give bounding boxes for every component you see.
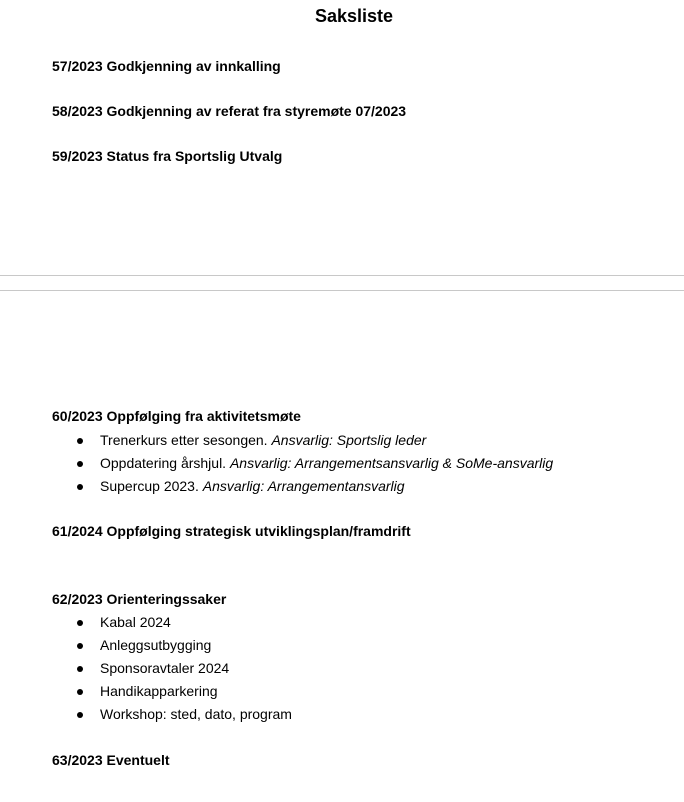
bullet-icon: [77, 712, 83, 718]
bullet-responsible: Ansvarlig: Sportslig leder: [271, 432, 427, 448]
document-title: Saksliste: [314, 6, 394, 26]
agenda-item-57-heading: 57/2023 Godkjenning av innkalling: [52, 58, 281, 74]
bullet-icon: [77, 484, 83, 490]
list-item: [52, 475, 553, 498]
agenda-item-63-heading: 63/2023 Eventuelt: [52, 752, 170, 768]
bullet-text: Handikapparkering: [100, 683, 218, 699]
agenda-item-59-heading: 59/2023 Status fra Sportslig Utvalg: [52, 148, 283, 164]
list-item: [52, 657, 292, 680]
page-top-edge: [0, 290, 684, 291]
bullet-responsible: Ansvarlig: Arrangementsansvarlig & SoMe-ansvarlig: [229, 455, 554, 471]
list-item: [52, 452, 553, 475]
bullet-text: Workshop: sted, dato, program: [100, 706, 292, 722]
bullet-text: Oppdatering årshjul.: [100, 455, 230, 471]
bullet-responsible: Ansvarlig: Arrangementansvarlig: [202, 478, 405, 494]
agenda-item-62-bullets: [52, 611, 292, 726]
bullet-text: Supercup 2023.: [100, 478, 203, 494]
bullet-text: Trenerkurs etter sesongen.: [100, 432, 272, 448]
list-item: [52, 634, 292, 657]
bullet-icon: [77, 643, 83, 649]
bullet-icon: [77, 461, 83, 467]
agenda-item-62-heading: 62/2023 Orienteringssaker: [52, 591, 227, 607]
agenda-item-58-heading: 58/2023 Godkjenning av referat fra styremøte 07/2023: [52, 103, 407, 119]
bullet-icon: [77, 620, 83, 626]
bullet-text: Anleggsutbygging: [100, 637, 212, 653]
list-item: [52, 611, 292, 634]
bullet-text: Sponsoravtaler 2024: [100, 660, 230, 676]
agenda-item-60-heading: 60/2023 Oppfølging fra aktivitetsmøte: [52, 408, 301, 424]
agenda-item-60-bullets: [52, 429, 553, 498]
bullet-icon: [77, 666, 83, 672]
list-item: [52, 680, 292, 703]
page-bottom-edge: [0, 275, 684, 276]
document-page-1: [0, 0, 684, 275]
list-item: [52, 429, 553, 452]
list-item: [52, 703, 292, 726]
bullet-icon: [77, 438, 83, 444]
bullet-icon: [77, 689, 83, 695]
bullet-text: Kabal 2024: [100, 614, 171, 630]
agenda-item-61-heading: 61/2024 Oppfølging strategisk utviklingsplan/framdrift: [52, 523, 411, 539]
